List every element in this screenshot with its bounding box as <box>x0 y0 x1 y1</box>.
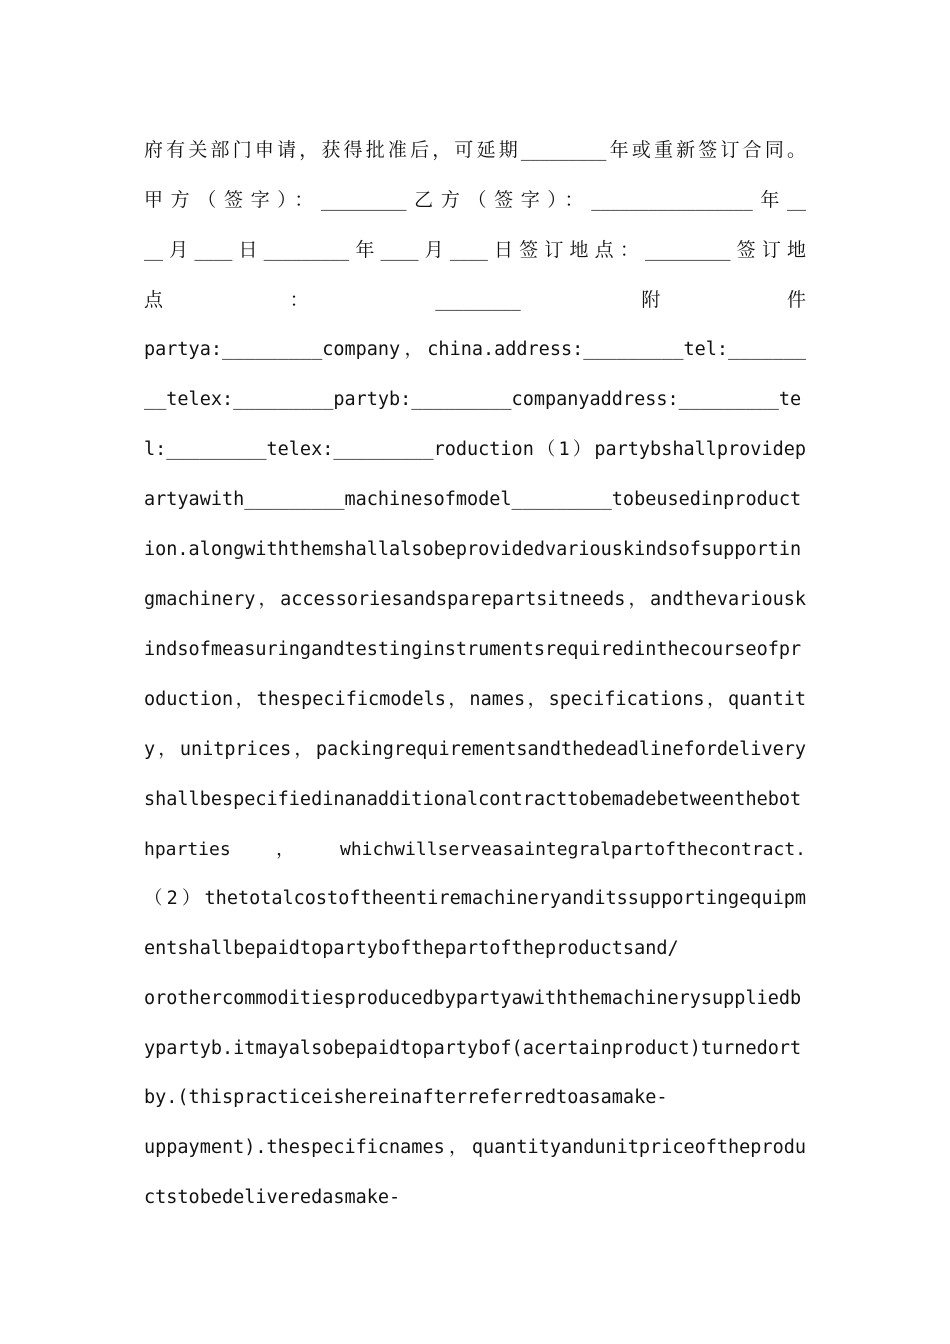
text-line-11: indsofmeasuringandtestinginstrumentsrequiredinthecourseofpr <box>144 639 802 660</box>
text-line-18: orothercommoditiesproducedbypartyawiththemachinerysuppliedb <box>144 988 802 1009</box>
text-line-6: __telex:_________partyb:_________companyaddress:_________te <box>144 389 802 410</box>
text-line-4: 点 ： _________ 附 件 <box>144 289 806 311</box>
text-line-14: shallbespecifiedinanadditionalcontracttobemadebetweenthebot <box>144 789 802 810</box>
text-line-22: ctstobedeliveredasmake- <box>144 1187 401 1208</box>
text-line-16: （2）thetotalcostoftheentiremachineryanditssupportingequipm <box>144 888 806 909</box>
text-line-19: ypartyb.itmayalsobepaidtopartybof(acertainproduct)turnedort <box>144 1038 802 1059</box>
text-line-1: 府有关部门申请，获得批准后，可延期_________年或重新签订合同。 <box>144 139 806 161</box>
text-line-9: ion.alongwiththemshallalsobeprovidedvariouskindsofsupportin <box>144 539 802 560</box>
text-line-13: y，unitprices，packingrequirementsandthedeadlinefordelivery <box>144 739 806 760</box>
text-line-7: l:_________telex:_________roduction（1）partybshallprovidep <box>144 439 806 460</box>
text-line-15: hparties ， whichwillserveasaintegralpartofthecontract. <box>144 839 806 860</box>
text-line-17: entshallbepaidtopartybofthepartoftheproductsand/ <box>144 938 679 959</box>
text-line-20: by.(thispracticeishereinafterreferredtoasamake- <box>144 1087 668 1108</box>
text-line-8: artyawith_________machinesofmodel_________tobeusedinproduct <box>144 489 802 510</box>
text-line-10: gmachinery，accessoriesandsparepartsitneeds，andthevariousk <box>144 589 806 610</box>
text-line-5: partya:_________company，china.address:_________tel:_______ <box>144 339 806 360</box>
text-line-2: 甲方（签字）：_________乙方（签字）：_________________年__ <box>144 189 806 211</box>
text-line-12: oduction，thespecificmodels，names，specifications，quantit <box>144 689 806 710</box>
text-line-21: uppayment).thespecificnames，quantityandunitpriceoftheprodu <box>144 1137 806 1158</box>
text-line-3: __月____日_________年____月____日签订地点：_________签订地 <box>144 239 806 261</box>
